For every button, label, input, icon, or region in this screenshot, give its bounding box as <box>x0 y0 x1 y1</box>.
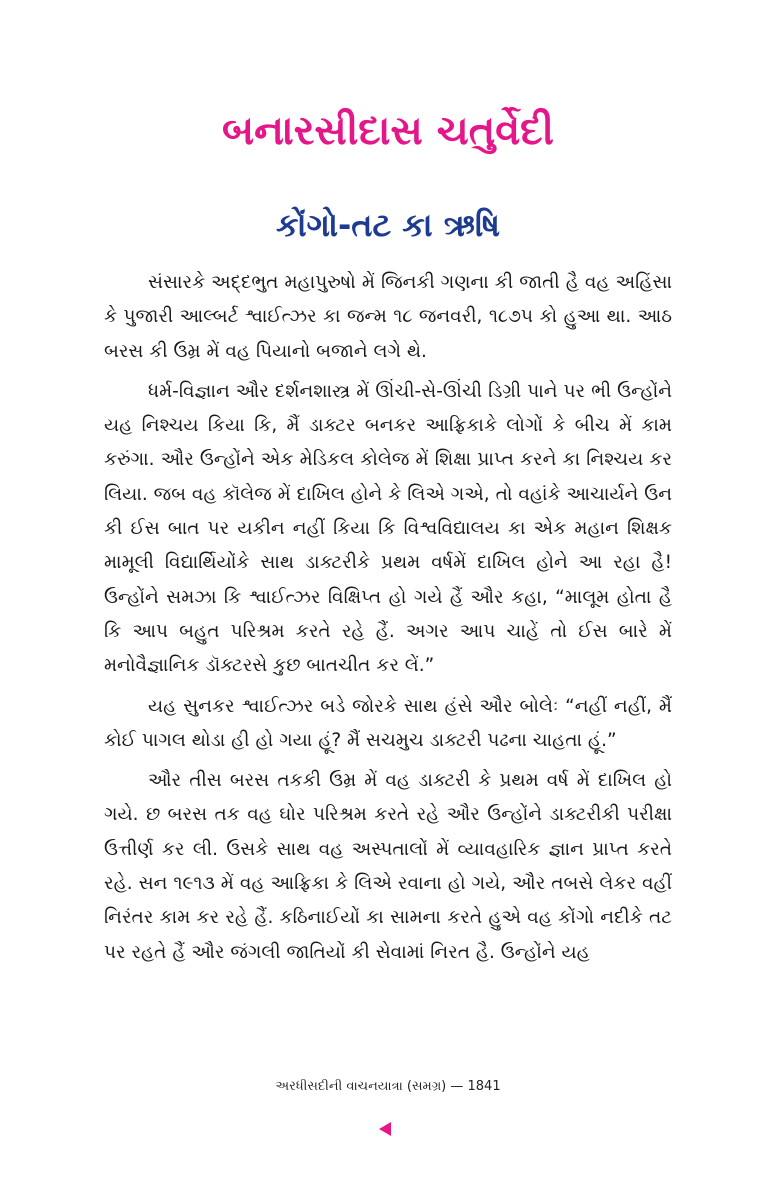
author-heading: બનારસીદાસ ચતુર્વેદી <box>222 108 554 154</box>
paragraph-4: ઔર તીસ બરસ તકકી ઉમ્ર મેં વહ ડાક્ટરી કે પ્રથમ વર્ષ મેં દાખિલ હો ગયે. છ બરસ તક વહ ઘોર પરિશ્રમ કરતે રહે ઔર ઉન્હોંને ડાક્ટરીકી પરીક્ષા ઉત્તીર્ણ કર લી. ઉસકે સાથ વહ અસ્પતાલોં મેં વ્યાવહારિક જ્ઞાન પ્રાપ્ત કરતે રહે. સન ૧૯૧૩ મેં વહ આફ્રિકા કે લિએ રવાના હો ગયે, ઔર તબસે લેકર વહીં નિરંતર કામ કર રહે હૈં. કઠિનાઈયોં કા સામના કરતે હુએ વહ કોંગો નદીકે તટ પર રહતે હૈં ઔર જંગલી જાતિયોં કી સેવામાં નિરત હૈ. ઉન્હોંને યહ <box>104 770 672 963</box>
page-footer: અરધીસદીની વાચનયાત્રા (સમગ્ર) — 1841 <box>275 1079 501 1094</box>
previous-page-arrow-icon[interactable] <box>379 1122 391 1136</box>
paragraph-1: સંસારકે અદ્દભુત મહાપુરુષો મેં જિનકી ગણના કી જાતી હૈ વહ અહિંસા કે પુજારી આલ્બર્ટ શ્વાઈત્ઝર કા જન્મ ૧૮ જનવરી, ૧૮૭૫ કો હુઆ થા. આઠ બરસ કી ઉમ્ર મેં વહ પિયાનો બજાને લગે થે. <box>104 272 672 362</box>
article-title: કોંગો-તટ કા ઋષિ <box>276 206 500 244</box>
paragraph-3: યહ સુનકર શ્વાઈત્ઝર બડે જોરકે સાથ હંસે ઔર બોલેઃ “નહીં નહીં, મૈં કોઈ પાગલ થોડા હી હો ગયા હૂં? મૈં સચમુચ ડાક્ટરી પઢના ચાહતા હૂં.” <box>104 695 672 751</box>
article-body <box>104 266 672 976</box>
paragraph-2: ધર્મ-વિજ્ઞાન ઔર દર્શનશાસ્ત્ર મેં ઊંચી-સે-ઊંચી ડિગ્રી પાને પર ભી ઉન્હોંને યહ નિશ્ચય કિયા કિ, મૈં ડાક્ટર બનકર આફ્રિકાકે લોગોં કે બીચ મેં કામ કરુંગા. ઔર ઉન્હોંને એક મેડિકલ કોલેજ મેં શિક્ષા પ્રાપ્ત કરને કા નિશ્ચય કર લિયા. જબ વહ કૉલેજ મેં દાખિલ હોને કે લિએ ગએ, તો વહાંકે આચાર્યને ઉન કી ઈસ બાત પર યકીન નહીં કિયા કિ વિશ્વવિદ્યાલય કા એક મહાન શિક્ષક મામૂલી વિદ્યાર્થિયોંકે સાથ ડાક્ટરીકે પ્રથમ વર્ષમેં દાખિલ હોને આ રહા હૈ! ઉન્હોંને સમઝા કિ શ્વાઈત્ઝર વિક્ષિપ્ત હો ગયે હૈં ઔર કહા, “માલૂમ હોતા હૈ કિ આપ બહુત પરિશ્રમ કરતે રહે હૈં. અગર આપ ચાહેં તો ઈસ બારે મેં મનોવૈજ્ઞાનિક ડૉક્ટરસે કુછ બાતચીત કર લેં.” <box>104 380 672 677</box>
